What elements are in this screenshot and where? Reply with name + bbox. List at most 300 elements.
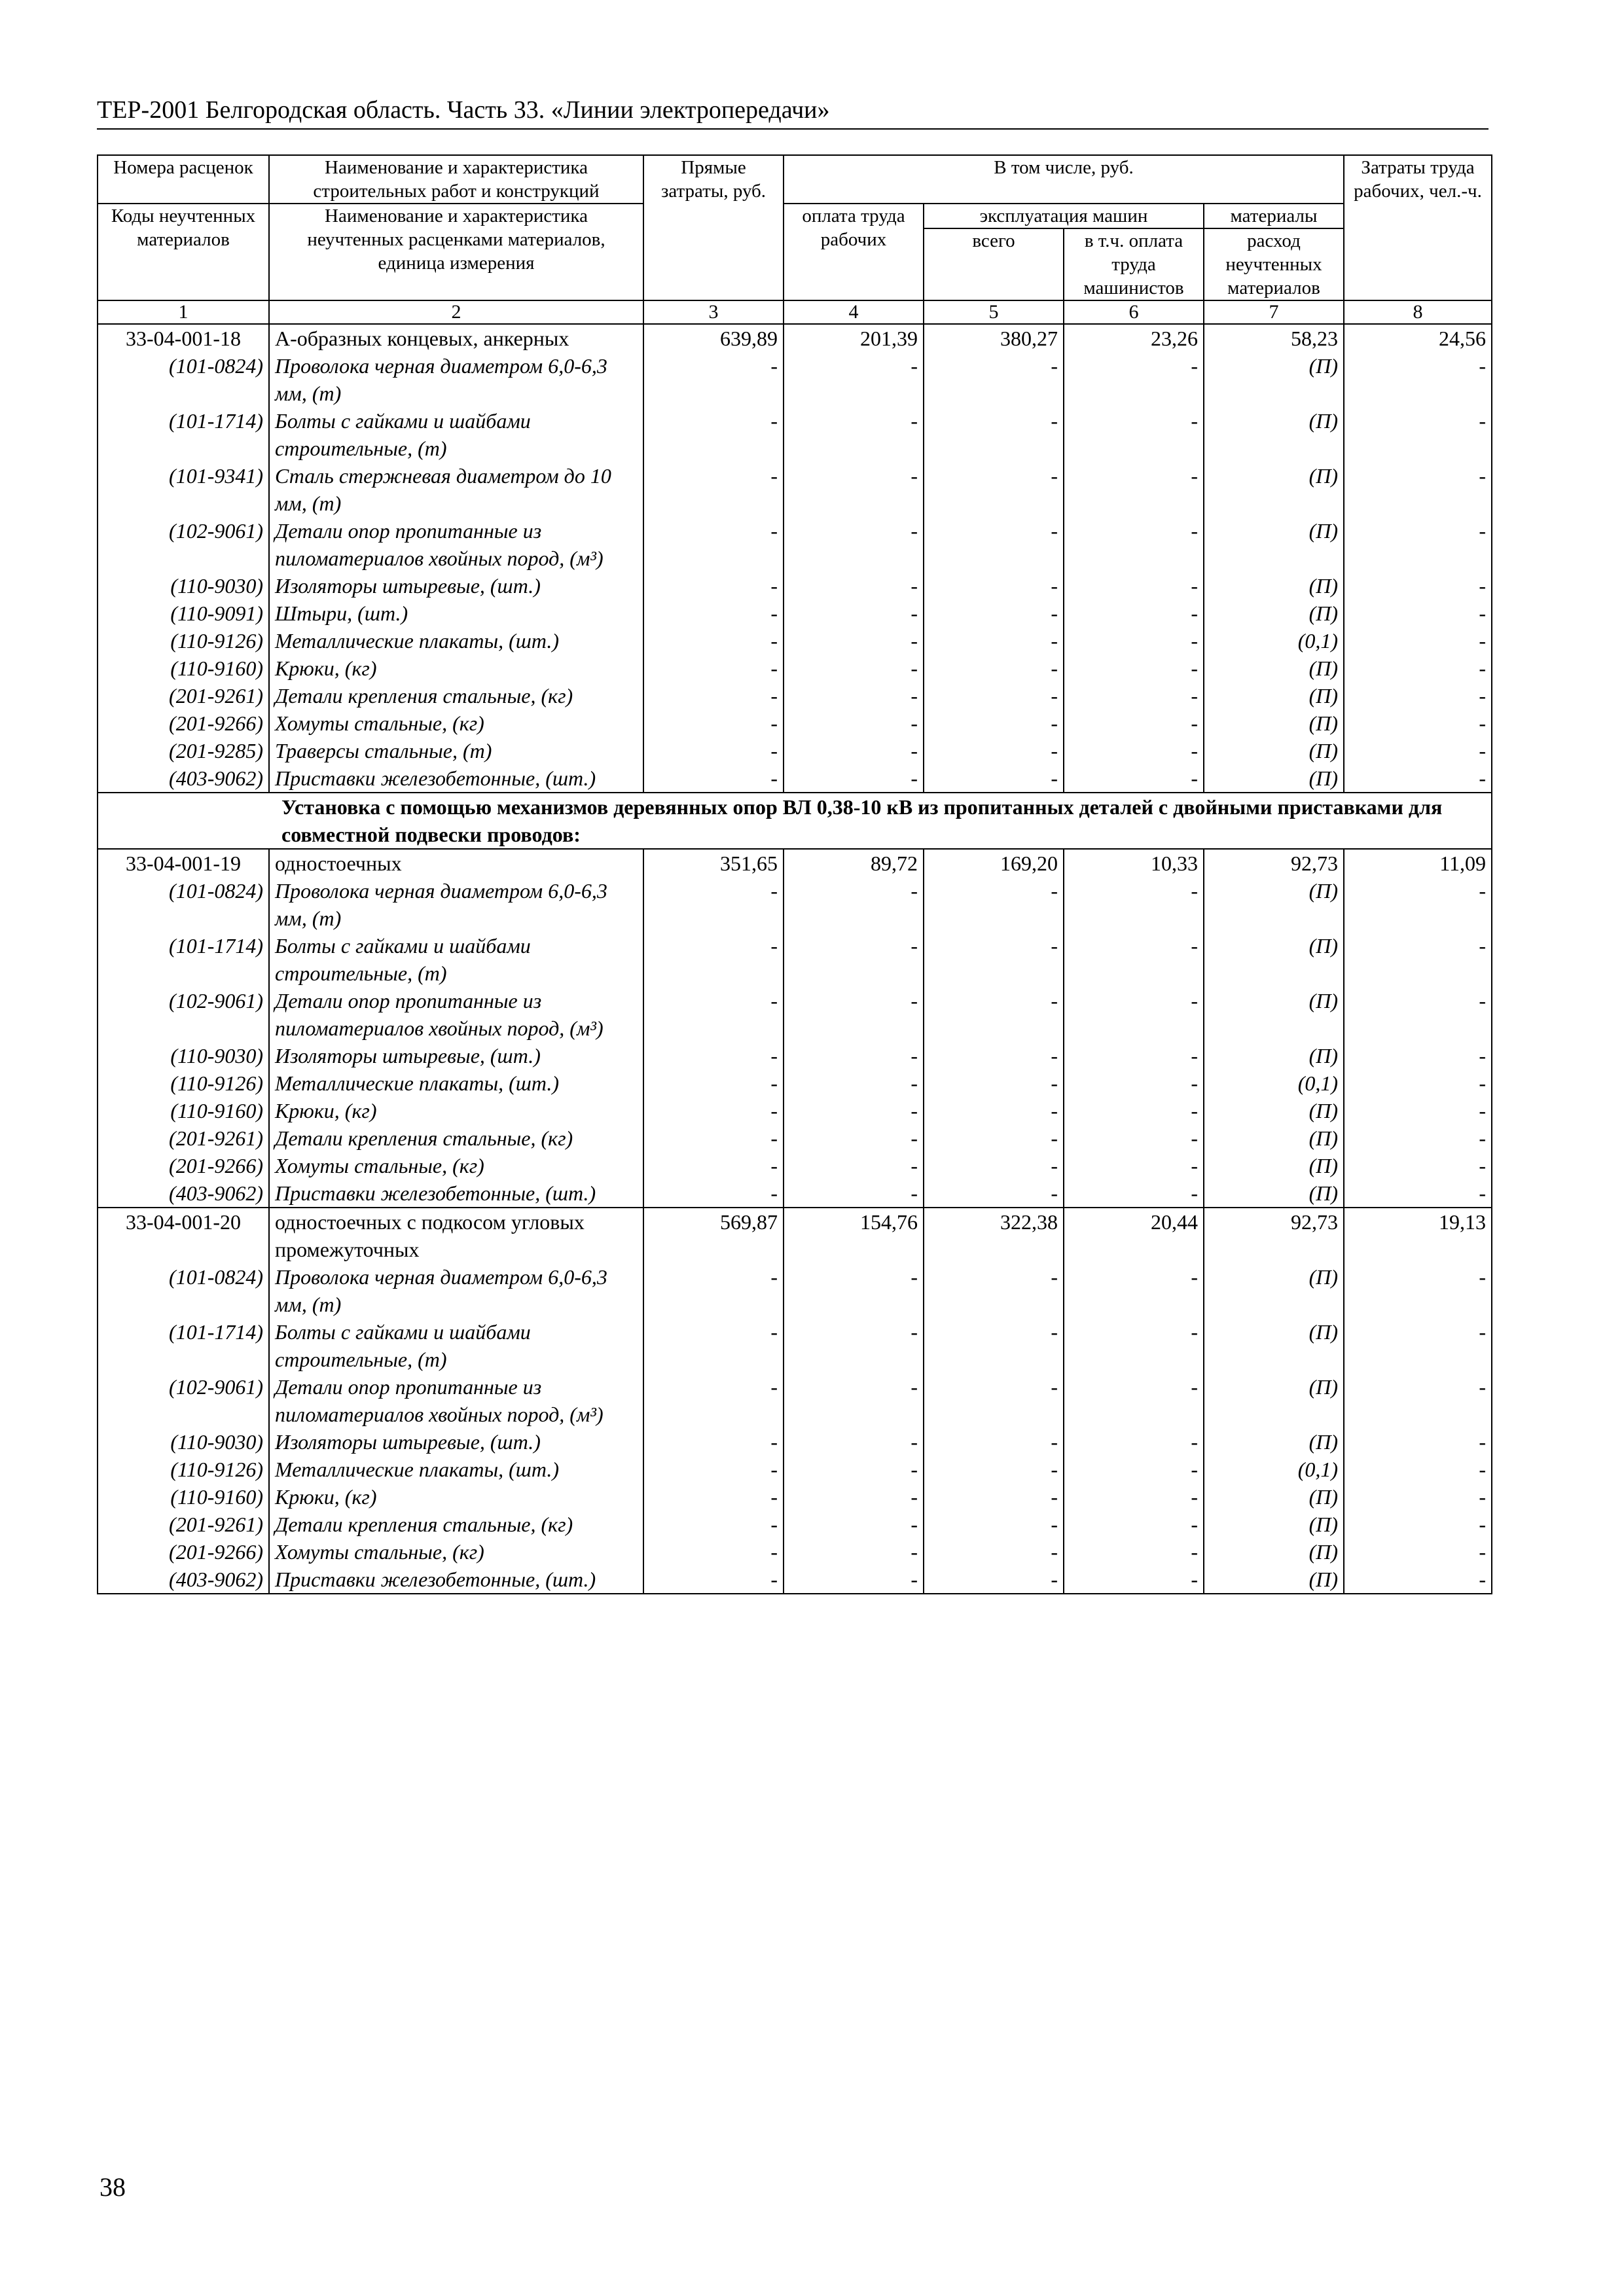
direct-costs-cell: - bbox=[643, 1042, 784, 1069]
materials-cell: (П) bbox=[1204, 1428, 1344, 1456]
labor-costs-cell: - bbox=[1344, 517, 1492, 572]
labor-costs-cell: - bbox=[1344, 737, 1492, 764]
material-row bbox=[98, 682, 1492, 709]
machines-total-cell: - bbox=[924, 932, 1064, 987]
direct-costs-cell: - bbox=[643, 655, 784, 682]
worker-pay-cell: - bbox=[784, 1373, 924, 1428]
worker-pay-cell: - bbox=[784, 572, 924, 600]
operator-pay-cell: - bbox=[1064, 1511, 1204, 1538]
materials-cell: 92,73 bbox=[1204, 849, 1344, 877]
operator-pay-cell: 20,44 bbox=[1064, 1208, 1204, 1263]
header-rate-numbers: Номера расценок bbox=[98, 155, 269, 204]
direct-costs-cell: - bbox=[643, 1456, 784, 1483]
machines-total-cell: - bbox=[924, 737, 1064, 764]
labor-costs-cell: 19,13 bbox=[1344, 1208, 1492, 1263]
direct-costs-cell: - bbox=[643, 987, 784, 1042]
material-code: (201-9266) bbox=[98, 709, 269, 737]
direct-costs-cell: - bbox=[643, 877, 784, 932]
materials-cell: (0,1) bbox=[1204, 1069, 1344, 1097]
labor-costs-cell: - bbox=[1344, 682, 1492, 709]
material-name: Детали опор пропитанные из пиломатериалов хвойных пород, (м³) bbox=[269, 517, 643, 572]
materials-cell: (П) bbox=[1204, 407, 1344, 462]
work-name: одностоечных bbox=[269, 849, 643, 877]
material-row bbox=[98, 572, 1492, 600]
worker-pay-cell: - bbox=[784, 1179, 924, 1208]
section-heading-row bbox=[98, 793, 1492, 849]
material-code: (403-9062) bbox=[98, 1179, 269, 1208]
worker-pay-cell: - bbox=[784, 737, 924, 764]
materials-cell: (П) bbox=[1204, 655, 1344, 682]
operator-pay-cell: - bbox=[1064, 709, 1204, 737]
material-row bbox=[98, 1152, 1492, 1179]
operator-pay-cell: - bbox=[1064, 1566, 1204, 1594]
labor-costs-cell: - bbox=[1344, 1483, 1492, 1511]
operator-pay-cell: - bbox=[1064, 627, 1204, 655]
worker-pay-cell: - bbox=[784, 1152, 924, 1179]
machines-total-cell: - bbox=[924, 1373, 1064, 1428]
direct-costs-cell: - bbox=[643, 1428, 784, 1456]
material-name: Болты с гайками и шайбами строительные, (т) bbox=[269, 932, 643, 987]
material-row bbox=[98, 1538, 1492, 1566]
material-code: (101-0824) bbox=[98, 1263, 269, 1318]
rate-row bbox=[98, 849, 1492, 877]
machines-total-cell: - bbox=[924, 709, 1064, 737]
material-name: Болты с гайками и шайбами строительные, (т) bbox=[269, 407, 643, 462]
direct-costs-cell: 351,65 bbox=[643, 849, 784, 877]
worker-pay-cell: - bbox=[784, 1456, 924, 1483]
material-name: Проволока черная диаметром 6,0-6,3 мм, (т) bbox=[269, 352, 643, 407]
labor-costs-cell: - bbox=[1344, 352, 1492, 407]
table-header bbox=[98, 155, 1492, 324]
material-code: (201-9261) bbox=[98, 1511, 269, 1538]
materials-cell: (П) bbox=[1204, 1179, 1344, 1208]
machines-total-cell: 322,38 bbox=[924, 1208, 1064, 1263]
materials-cell: (П) bbox=[1204, 682, 1344, 709]
operator-pay-cell: - bbox=[1064, 1263, 1204, 1318]
rate-row bbox=[98, 1208, 1492, 1263]
materials-cell: (П) bbox=[1204, 1566, 1344, 1594]
machines-total-cell: - bbox=[924, 462, 1064, 517]
operator-pay-cell: 10,33 bbox=[1064, 849, 1204, 877]
machines-total-cell: - bbox=[924, 1263, 1064, 1318]
header-direct-costs: Прямые затраты, руб. bbox=[643, 155, 784, 300]
operator-pay-cell: - bbox=[1064, 1179, 1204, 1208]
material-code: (101-1714) bbox=[98, 1318, 269, 1373]
material-name: Болты с гайками и шайбами строительные, (т) bbox=[269, 1318, 643, 1373]
material-name: Хомуты стальные, (кг) bbox=[269, 709, 643, 737]
labor-costs-cell: - bbox=[1344, 655, 1492, 682]
column-number: 2 bbox=[269, 300, 643, 324]
material-code: (110-9160) bbox=[98, 1097, 269, 1124]
material-code: (102-9061) bbox=[98, 987, 269, 1042]
worker-pay-cell: - bbox=[784, 1318, 924, 1373]
material-name: Детали крепления стальные, (кг) bbox=[269, 1124, 643, 1152]
materials-cell: 58,23 bbox=[1204, 324, 1344, 352]
machines-total-cell: - bbox=[924, 877, 1064, 932]
header-including-group: В том числе, руб. bbox=[784, 155, 1344, 204]
material-code: (403-9062) bbox=[98, 1566, 269, 1594]
materials-cell: (П) bbox=[1204, 1483, 1344, 1511]
direct-costs-cell: - bbox=[643, 407, 784, 462]
material-code: (102-9061) bbox=[98, 517, 269, 572]
machines-total-cell: - bbox=[924, 600, 1064, 627]
worker-pay-cell: - bbox=[784, 1566, 924, 1594]
labor-costs-cell: - bbox=[1344, 1538, 1492, 1566]
material-row bbox=[98, 709, 1492, 737]
operator-pay-cell: - bbox=[1064, 655, 1204, 682]
materials-cell: (П) bbox=[1204, 709, 1344, 737]
material-row bbox=[98, 1566, 1492, 1594]
material-name: Приставки железобетонные, (шт.) bbox=[269, 1566, 643, 1594]
operator-pay-cell: - bbox=[1064, 407, 1204, 462]
labor-costs-cell: - bbox=[1344, 1069, 1492, 1097]
work-name: А-образных концевых, анкерных bbox=[269, 324, 643, 352]
materials-cell: (П) bbox=[1204, 600, 1344, 627]
direct-costs-cell: - bbox=[643, 1511, 784, 1538]
materials-cell: (П) bbox=[1204, 1263, 1344, 1318]
worker-pay-cell: - bbox=[784, 1511, 924, 1538]
material-row bbox=[98, 764, 1492, 793]
machines-total-cell: - bbox=[924, 517, 1064, 572]
labor-costs-cell: - bbox=[1344, 932, 1492, 987]
materials-cell: (П) bbox=[1204, 1373, 1344, 1428]
labor-costs-cell: - bbox=[1344, 627, 1492, 655]
material-name: Металлические плакаты, (шт.) bbox=[269, 1069, 643, 1097]
direct-costs-cell: - bbox=[643, 1318, 784, 1373]
material-row bbox=[98, 627, 1492, 655]
labor-costs-cell: - bbox=[1344, 1456, 1492, 1483]
material-row bbox=[98, 1373, 1492, 1428]
material-row bbox=[98, 877, 1492, 932]
header-materials-group: материалы bbox=[1204, 204, 1344, 228]
materials-cell: (П) bbox=[1204, 987, 1344, 1042]
machines-total-cell: - bbox=[924, 1097, 1064, 1124]
labor-costs-cell: - bbox=[1344, 987, 1492, 1042]
operator-pay-cell: - bbox=[1064, 517, 1204, 572]
machines-total-cell: - bbox=[924, 627, 1064, 655]
material-code: (110-9030) bbox=[98, 572, 269, 600]
column-number: 6 bbox=[1064, 300, 1204, 324]
direct-costs-cell: - bbox=[643, 764, 784, 793]
header-material-codes: Коды неучтенных материалов bbox=[98, 204, 269, 300]
material-name: Изоляторы штыревые, (шт.) bbox=[269, 572, 643, 600]
material-code: (110-9030) bbox=[98, 1042, 269, 1069]
machines-total-cell: - bbox=[924, 1483, 1064, 1511]
machines-total-cell: - bbox=[924, 1042, 1064, 1069]
page-number: 38 bbox=[99, 2172, 126, 2202]
worker-pay-cell: - bbox=[784, 1538, 924, 1566]
header-operator-pay: в т.ч. оплата труда машинистов bbox=[1064, 228, 1204, 300]
material-row bbox=[98, 1511, 1492, 1538]
machines-total-cell: 169,20 bbox=[924, 849, 1064, 877]
machines-total-cell: - bbox=[924, 1511, 1064, 1538]
material-row bbox=[98, 1318, 1492, 1373]
materials-cell: (П) bbox=[1204, 764, 1344, 793]
operator-pay-cell: - bbox=[1064, 682, 1204, 709]
column-number: 1 bbox=[98, 300, 269, 324]
machines-total-cell: - bbox=[924, 352, 1064, 407]
machines-total-cell: - bbox=[924, 1566, 1064, 1594]
material-code: (110-9091) bbox=[98, 600, 269, 627]
labor-costs-cell: - bbox=[1344, 1179, 1492, 1208]
labor-costs-cell: - bbox=[1344, 1042, 1492, 1069]
material-name: Крюки, (кг) bbox=[269, 1483, 643, 1511]
worker-pay-cell: - bbox=[784, 352, 924, 407]
direct-costs-cell: - bbox=[643, 1373, 784, 1428]
materials-cell: (П) bbox=[1204, 1152, 1344, 1179]
worker-pay-cell: - bbox=[784, 627, 924, 655]
operator-pay-cell: - bbox=[1064, 1097, 1204, 1124]
material-row bbox=[98, 1263, 1492, 1318]
operator-pay-cell: - bbox=[1064, 737, 1204, 764]
rate-code: 33-04-001-20 bbox=[98, 1208, 269, 1263]
operator-pay-cell: - bbox=[1064, 1456, 1204, 1483]
machines-total-cell: - bbox=[924, 1318, 1064, 1373]
material-code: (110-9126) bbox=[98, 627, 269, 655]
direct-costs-cell: - bbox=[643, 1097, 784, 1124]
material-code: (101-1714) bbox=[98, 932, 269, 987]
labor-costs-cell: 11,09 bbox=[1344, 849, 1492, 877]
direct-costs-cell: - bbox=[643, 600, 784, 627]
labor-costs-cell: - bbox=[1344, 1263, 1492, 1318]
worker-pay-cell: - bbox=[784, 987, 924, 1042]
worker-pay-cell: - bbox=[784, 462, 924, 517]
material-name: Детали опор пропитанные из пиломатериалов хвойных пород, (м³) bbox=[269, 1373, 643, 1428]
materials-cell: (П) bbox=[1204, 572, 1344, 600]
operator-pay-cell: - bbox=[1064, 932, 1204, 987]
materials-cell: (П) bbox=[1204, 517, 1344, 572]
direct-costs-cell: 639,89 bbox=[643, 324, 784, 352]
material-row bbox=[98, 932, 1492, 987]
operator-pay-cell: - bbox=[1064, 1152, 1204, 1179]
machines-total-cell: 380,27 bbox=[924, 324, 1064, 352]
material-code: (201-9266) bbox=[98, 1538, 269, 1566]
material-row bbox=[98, 1069, 1492, 1097]
labor-costs-cell: - bbox=[1344, 1566, 1492, 1594]
operator-pay-cell: - bbox=[1064, 1124, 1204, 1152]
material-code: (403-9062) bbox=[98, 764, 269, 793]
material-name: Детали опор пропитанные из пиломатериалов хвойных пород, (м³) bbox=[269, 987, 643, 1042]
material-name: Крюки, (кг) bbox=[269, 655, 643, 682]
worker-pay-cell: - bbox=[784, 1069, 924, 1097]
worker-pay-cell: - bbox=[784, 1042, 924, 1069]
labor-costs-cell: - bbox=[1344, 1152, 1492, 1179]
worker-pay-cell: - bbox=[784, 932, 924, 987]
material-row bbox=[98, 352, 1492, 407]
operator-pay-cell: - bbox=[1064, 600, 1204, 627]
direct-costs-cell: - bbox=[643, 1124, 784, 1152]
worker-pay-cell: - bbox=[784, 1428, 924, 1456]
worker-pay-cell: - bbox=[784, 1097, 924, 1124]
direct-costs-cell: - bbox=[643, 1566, 784, 1594]
column-number: 4 bbox=[784, 300, 924, 324]
labor-costs-cell: - bbox=[1344, 407, 1492, 462]
operator-pay-cell: - bbox=[1064, 572, 1204, 600]
worker-pay-cell: - bbox=[784, 407, 924, 462]
header-worker-pay: оплата труда рабочих bbox=[784, 204, 924, 300]
material-code: (110-9160) bbox=[98, 655, 269, 682]
materials-cell: (П) bbox=[1204, 932, 1344, 987]
material-code: (201-9261) bbox=[98, 682, 269, 709]
direct-costs-cell: - bbox=[643, 1069, 784, 1097]
material-code: (201-9266) bbox=[98, 1152, 269, 1179]
material-row bbox=[98, 987, 1492, 1042]
material-row bbox=[98, 407, 1492, 462]
material-name: Крюки, (кг) bbox=[269, 1097, 643, 1124]
material-name: Сталь стержневая диаметром до 10 мм, (т) bbox=[269, 462, 643, 517]
material-row bbox=[98, 1179, 1492, 1208]
direct-costs-cell: - bbox=[643, 517, 784, 572]
labor-costs-cell: - bbox=[1344, 572, 1492, 600]
direct-costs-cell: - bbox=[643, 709, 784, 737]
material-row bbox=[98, 737, 1492, 764]
direct-costs-cell: - bbox=[643, 352, 784, 407]
material-code: (201-9261) bbox=[98, 1124, 269, 1152]
machines-total-cell: - bbox=[924, 987, 1064, 1042]
labor-costs-cell: - bbox=[1344, 1428, 1492, 1456]
page-header-title: ТЕР-2001 Белгородская область. Часть 33. «Линии электропередачи» bbox=[97, 93, 1489, 130]
material-name: Детали крепления стальные, (кг) bbox=[269, 1511, 643, 1538]
material-row bbox=[98, 1456, 1492, 1483]
labor-costs-cell: - bbox=[1344, 877, 1492, 932]
material-name: Изоляторы штыревые, (шт.) bbox=[269, 1042, 643, 1069]
material-name: Приставки железобетонные, (шт.) bbox=[269, 764, 643, 793]
machines-total-cell: - bbox=[924, 1069, 1064, 1097]
material-row bbox=[98, 462, 1492, 517]
material-name: Хомуты стальные, (кг) bbox=[269, 1152, 643, 1179]
material-code: (101-0824) bbox=[98, 352, 269, 407]
material-name: Изоляторы штыревые, (шт.) bbox=[269, 1428, 643, 1456]
materials-cell: (П) bbox=[1204, 1097, 1344, 1124]
column-number: 5 bbox=[924, 300, 1064, 324]
materials-cell: (0,1) bbox=[1204, 1456, 1344, 1483]
worker-pay-cell: - bbox=[784, 1483, 924, 1511]
operator-pay-cell: - bbox=[1064, 1428, 1204, 1456]
material-row bbox=[98, 1428, 1492, 1456]
rate-row bbox=[98, 324, 1492, 352]
rate-code: 33-04-001-18 bbox=[98, 324, 269, 352]
machines-total-cell: - bbox=[924, 655, 1064, 682]
labor-costs-cell: - bbox=[1344, 1097, 1492, 1124]
direct-costs-cell: 569,87 bbox=[643, 1208, 784, 1263]
worker-pay-cell: 201,39 bbox=[784, 324, 924, 352]
materials-cell: (П) bbox=[1204, 1538, 1344, 1566]
header-material-names: Наименование и характеристика неучтенных расценками материалов, единица измерения bbox=[269, 204, 643, 300]
worker-pay-cell: - bbox=[784, 682, 924, 709]
operator-pay-cell: - bbox=[1064, 352, 1204, 407]
materials-cell: (П) bbox=[1204, 352, 1344, 407]
materials-cell: (П) bbox=[1204, 1124, 1344, 1152]
material-name: Штыри, (шт.) bbox=[269, 600, 643, 627]
operator-pay-cell: - bbox=[1064, 877, 1204, 932]
labor-costs-cell: - bbox=[1344, 600, 1492, 627]
worker-pay-cell: - bbox=[784, 877, 924, 932]
machines-total-cell: - bbox=[924, 1456, 1064, 1483]
material-row bbox=[98, 517, 1492, 572]
material-row bbox=[98, 655, 1492, 682]
material-code: (110-9126) bbox=[98, 1069, 269, 1097]
material-name: Проволока черная диаметром 6,0-6,3 мм, (т) bbox=[269, 877, 643, 932]
material-row bbox=[98, 1124, 1492, 1152]
operator-pay-cell: - bbox=[1064, 1318, 1204, 1373]
material-row bbox=[98, 1483, 1492, 1511]
direct-costs-cell: - bbox=[643, 737, 784, 764]
column-numbers-row bbox=[98, 300, 1492, 324]
operator-pay-cell: 23,26 bbox=[1064, 324, 1204, 352]
worker-pay-cell: - bbox=[784, 517, 924, 572]
labor-costs-cell: - bbox=[1344, 1318, 1492, 1373]
work-name: одностоечных с подкосом угловых промежуточных bbox=[269, 1208, 643, 1263]
direct-costs-cell: - bbox=[643, 932, 784, 987]
rate-code: 33-04-001-19 bbox=[98, 849, 269, 877]
table-body bbox=[98, 324, 1492, 1594]
machines-total-cell: - bbox=[924, 1538, 1064, 1566]
direct-costs-cell: - bbox=[643, 1538, 784, 1566]
rates-table bbox=[97, 154, 1492, 1594]
material-name: Детали крепления стальные, (кг) bbox=[269, 682, 643, 709]
materials-cell: (П) bbox=[1204, 462, 1344, 517]
material-name: Металлические плакаты, (шт.) bbox=[269, 1456, 643, 1483]
header-machines-group: эксплуатация машин bbox=[924, 204, 1204, 228]
labor-costs-cell: - bbox=[1344, 709, 1492, 737]
machines-total-cell: - bbox=[924, 682, 1064, 709]
material-code: (110-9160) bbox=[98, 1483, 269, 1511]
materials-cell: (0,1) bbox=[1204, 627, 1344, 655]
operator-pay-cell: - bbox=[1064, 987, 1204, 1042]
material-name: Металлические плакаты, (шт.) bbox=[269, 627, 643, 655]
materials-cell: (П) bbox=[1204, 737, 1344, 764]
direct-costs-cell: - bbox=[643, 1483, 784, 1511]
direct-costs-cell: - bbox=[643, 572, 784, 600]
labor-costs-cell: 24,56 bbox=[1344, 324, 1492, 352]
machines-total-cell: - bbox=[924, 764, 1064, 793]
direct-costs-cell: - bbox=[643, 1152, 784, 1179]
material-code: (110-9126) bbox=[98, 1456, 269, 1483]
worker-pay-cell: - bbox=[784, 655, 924, 682]
material-code: (102-9061) bbox=[98, 1373, 269, 1428]
material-code: (101-1714) bbox=[98, 407, 269, 462]
materials-cell: (П) bbox=[1204, 1511, 1344, 1538]
material-row bbox=[98, 600, 1492, 627]
materials-cell: (П) bbox=[1204, 1042, 1344, 1069]
column-number: 3 bbox=[643, 300, 784, 324]
header-labor-costs: Затраты труда рабочих, чел.-ч. bbox=[1344, 155, 1492, 300]
direct-costs-cell: - bbox=[643, 1263, 784, 1318]
column-number: 8 bbox=[1344, 300, 1492, 324]
worker-pay-cell: - bbox=[784, 764, 924, 793]
material-row bbox=[98, 1097, 1492, 1124]
materials-cell: (П) bbox=[1204, 877, 1344, 932]
worker-pay-cell: 89,72 bbox=[784, 849, 924, 877]
direct-costs-cell: - bbox=[643, 462, 784, 517]
worker-pay-cell: 154,76 bbox=[784, 1208, 924, 1263]
header-unaccounted-materials: расход неучтенных материалов bbox=[1204, 228, 1344, 300]
direct-costs-cell: - bbox=[643, 1179, 784, 1208]
operator-pay-cell: - bbox=[1064, 1538, 1204, 1566]
machines-total-cell: - bbox=[924, 1124, 1064, 1152]
worker-pay-cell: - bbox=[784, 600, 924, 627]
materials-cell: 92,73 bbox=[1204, 1208, 1344, 1263]
machines-total-cell: - bbox=[924, 1428, 1064, 1456]
material-row bbox=[98, 1042, 1492, 1069]
labor-costs-cell: - bbox=[1344, 1124, 1492, 1152]
labor-costs-cell: - bbox=[1344, 1373, 1492, 1428]
labor-costs-cell: - bbox=[1344, 462, 1492, 517]
column-number: 7 bbox=[1204, 300, 1344, 324]
material-name: Хомуты стальные, (кг) bbox=[269, 1538, 643, 1566]
machines-total-cell: - bbox=[924, 1179, 1064, 1208]
operator-pay-cell: - bbox=[1064, 764, 1204, 793]
